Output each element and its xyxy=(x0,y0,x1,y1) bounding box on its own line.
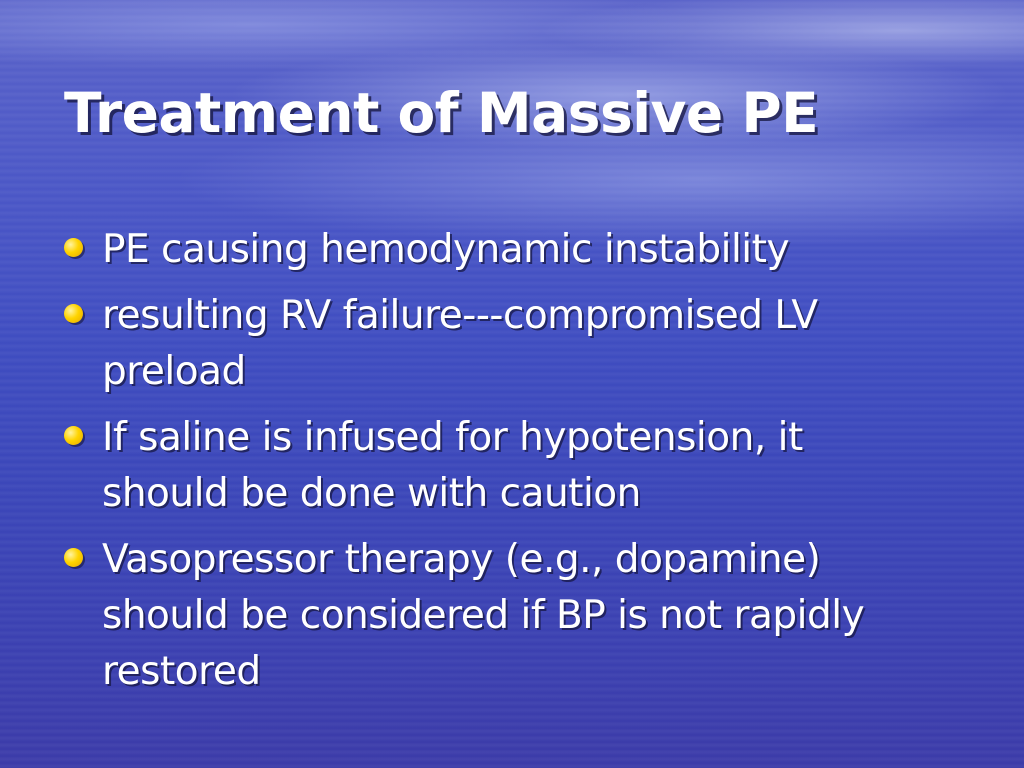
bullet-item xyxy=(60,288,940,400)
bullet-dot-icon xyxy=(64,548,83,567)
bullet-text: PE causing hemodynamic instability xyxy=(102,227,790,272)
bullet-item xyxy=(60,532,940,700)
bullet-text: Vasopressor therapy (e.g., dopamine) should be considered if BP is not rapidly restored xyxy=(102,537,865,694)
bullet-text: If saline is infused for hypotension, it should be done with caution xyxy=(102,415,803,516)
bullet-dot-icon xyxy=(64,304,83,323)
bullet-item xyxy=(60,222,940,278)
bullet-text: resulting RV failure---compromised LV preload xyxy=(102,293,818,394)
slide-title: Treatment of Massive PE xyxy=(64,81,819,145)
bullet-list xyxy=(60,222,940,710)
bullet-dot-icon xyxy=(64,238,83,257)
bullet-dot-icon xyxy=(64,426,83,445)
bullet-item xyxy=(60,410,940,522)
